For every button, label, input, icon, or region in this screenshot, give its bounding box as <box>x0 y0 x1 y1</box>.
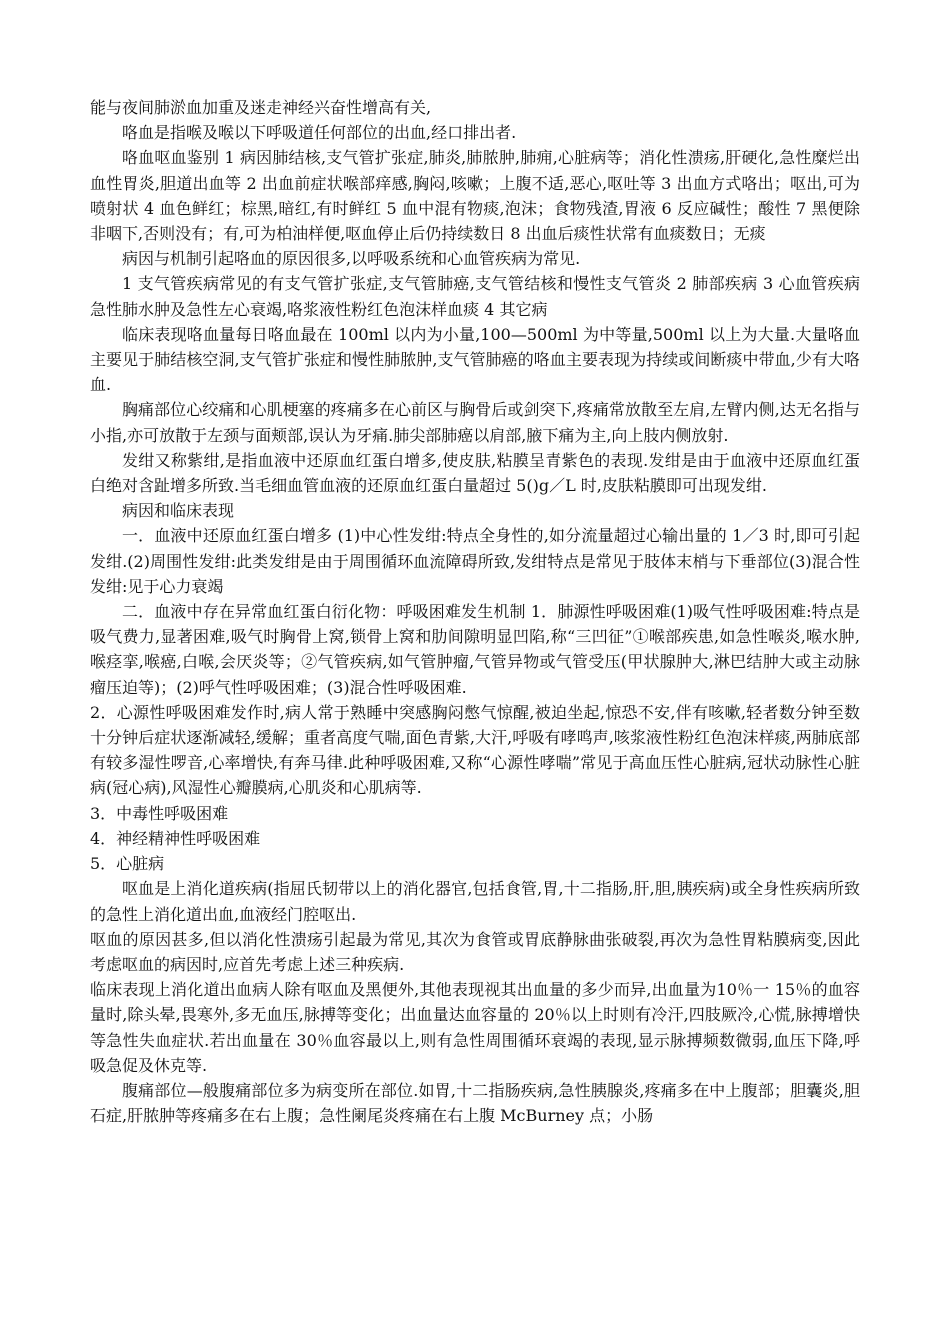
paragraph-15: 5．心脏病 <box>90 854 165 874</box>
paragraph-7: 胸痛部位心绞痛和心肌梗塞的疼痛多在心前区与胸骨后或剑突下,疼痛常放散至左肩,左臂内侧,达无名指与小指,亦可放散于左颈与面颊部,误认为牙痛.肺尖部肺癌以肩部,腋下痛为主,向上肢内侧放射. <box>90 400 860 445</box>
paragraph-10: 一．血液中还原血红蛋白增多 (1)中心性发绀:特点全身性的,如分流量超过心输出量的 1／3 时,即可引起发绀.(2)周围性发绀:此类发绀是由于周围循环血流障碍所致,发绀特点是常见于肢体末梢与下垂部位(3)混合性发绀:见于心力衰竭 <box>90 526 860 596</box>
paragraph-16: 呕血是上消化道疾病(指屈氏韧带以上的消化器官,包括食管,胃,十二指肠,肝,胆,胰疾病)或全身性疾病所致的急性上消化道出血,血液经门腔呕出. <box>90 879 860 924</box>
paragraph-12: 2．心源性呼吸困难发作时,病人常于熟睡中突感胸闷憋气惊醒,被迫坐起,惊恐不安,伴有咳嗽,轻者数分钟至数十分钟后症状逐渐减轻,缓解；重者高度气喘,面色青紫,大汗,呼吸有哮鸣声,咳浆液性粉红色泡沫样痰,两肺底部有较多湿性啰音,心率增快,有奔马律.此种呼吸困难,又称“心源性哮喘”常见于高血压性心脏病,冠状动脉性心脏病(冠心病),风湿性心瓣膜病,心肌炎和心肌病等. <box>90 702 860 798</box>
paragraph-3: 咯血呕血鉴别 1 病因肺结核,支气管扩张症,肺炎,肺脓肿,肺痈,心脏病等；消化性溃疡,肝硬化,急性糜烂出血性胃炎,胆道出血等 2 出血前症状喉部痒感,胸闷,咳嗽；上腹不适,恶心,呕吐等 3 出血方式咯出；呕出,可为喷射状 4 血色鲜红；棕黑,暗红,有时鲜红 5 血中混有物痰,泡沫；食物残渣,胃液 6 反应碱性；酸性 7 黑便除非咽下,否则没有；有,可为柏油样便,呕血停止后仍持续数日 8 出血后痰性状常有血痰数日；无痰 <box>90 148 860 244</box>
paragraph-4: 病因与机制引起咯血的原因很多,以呼吸系统和心血管疾病为常见. <box>122 249 581 269</box>
document-page <box>90 95 860 1128</box>
paragraph-2: 咯血是指喉及喉以下呼吸道任何部位的出血,经口排出者. <box>122 123 517 143</box>
paragraph-14: 4．神经精神性呼吸困难 <box>90 828 261 848</box>
paragraph-6: 临床表现咯血量每日咯血最在 100ml 以内为小量,100—500ml 为中等量,500ml 以上为大量.大量咯血主要见于肺结核空洞,支气管扩张症和慢性肺脓肿,支气管肺癌的咯血主要表现为持续或间断痰中带血,少有大咯血. <box>90 324 860 395</box>
paragraph-19: 腹痛部位—般腹痛部位多为病变所在部位.如胃,十二指肠疾病,急性胰腺炎,疼痛多在中上腹部；胆囊炎,胆石症,肝脓肿等疼痛多在右上腹；急性阑尾炎疼痛在右上腹 McBurney 点；小肠 <box>90 1080 860 1126</box>
paragraph-17: 呕血的原因甚多,但以消化性溃疡引起最为常见,其次为食管或胃底静脉曲张破裂,再次为急性胃粘膜病变,因此考虑呕血的病因时,应首先考虑上述三种疾病. <box>90 929 860 974</box>
paragraph-11: 二．血液中存在异常血红蛋白衍化物：呼吸困难发生机制 1．肺源性呼吸困难(1)吸气性呼吸困难:特点是吸气费力,显著困难,吸气时胸骨上窝,锁骨上窝和肋间隙明显凹陷,称“三凹征”①喉部疾患,如急性喉炎,喉水肿,喉痉挛,喉癌,白喉,会厌炎等；②气管疾病,如气管肿瘤,气管异物或气管受压(甲状腺肿大,淋巴结肿大或主动脉瘤压迫等)；(2)呼气性呼吸困难；(3)混合性呼吸困难. <box>90 602 860 697</box>
paragraph-1: 能与夜间肺淤血加重及迷走神经兴奋性增高有关, <box>90 98 432 117</box>
paragraph-5: 1 支气管疾病常见的有支气管扩张症,支气管肺癌,支气管结核和慢性支气管炎 2 肺部疾病 3 心血管疾病急性肺水肿及急性左心衰竭,咯浆液性粉红色泡沫样血痰 4 其它病 <box>90 274 860 319</box>
paragraph-13: 3．中毒性呼吸困难 <box>90 803 229 823</box>
paragraph-8: 发绀又称紫绀,是指血液中还原血红蛋白增多,使皮肤,粘膜呈青紫色的表现.发绀是由于血液中还原血红蛋白绝对含趾增多所致.当毛细血管血液的还原血红蛋白量超过 5()g／L 时,皮肤粘膜即可出现发绀. <box>90 450 860 496</box>
paragraph-18: 临床表现上消化道出血病人除有呕血及黑便外,其他表现视其出血量的多少而异,出血量为10％一 15％的血容量时,除头晕,畏寒外,多无血压,脉搏等变化；出血量达血容量的 20％以上时则有冷汗,四肢厥冷,心慌,脉搏增快等急性失血症状.若出血量在 30％血容最以上,则有急性周围循环衰竭的表现,显示脉搏频数微弱,血压下降,呼吸急促及休克等. <box>90 980 860 1075</box>
paragraph-9: 病因和临床表现 <box>122 501 235 521</box>
